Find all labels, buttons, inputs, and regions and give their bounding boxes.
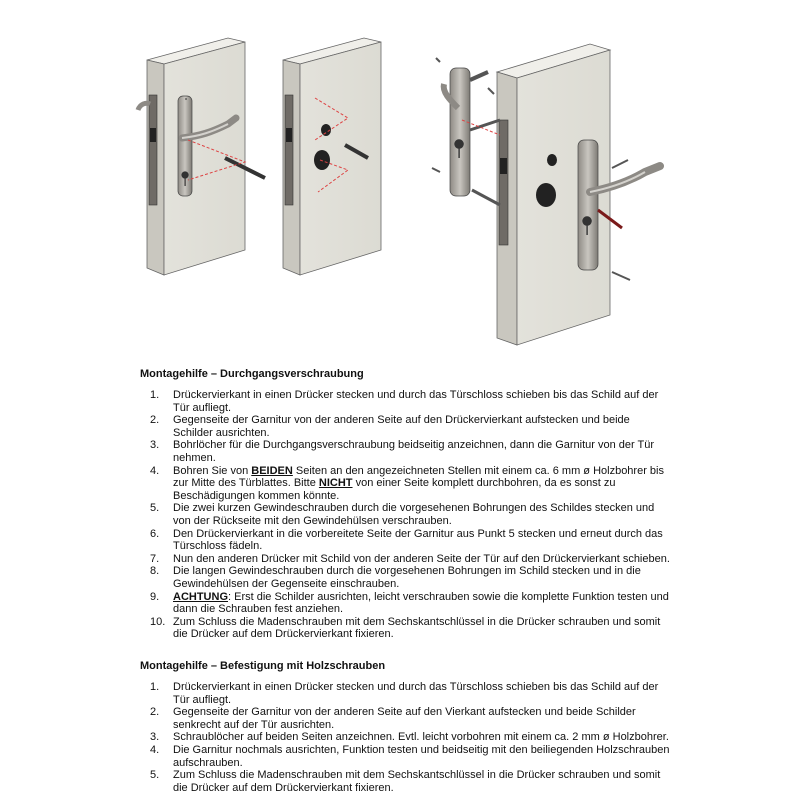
step-number: 1. <box>150 681 160 693</box>
step-number: 6. <box>150 527 160 540</box>
step-text: : Erst die Schilder ausrichten, leicht verschrauben sowie die komplette Funktion testen und dann die Schrauben fest anziehen. <box>173 590 669 616</box>
step-item <box>140 731 670 744</box>
step-text: Bohren Sie von <box>173 464 252 477</box>
step-text: Zum Schluss die Madenschrauben mit dem Sechskantschlüssel in die Drücker schrauben und somit die Drücker auf dem Drückervierkant fixieren. <box>173 615 661 641</box>
instructions-section-wood-screws <box>140 660 670 794</box>
step-text: Die langen Gewindeschrauben durch die vorgesehenen Bohrungen im Schild stecken und in die Gewindehülsen der Gegenseite einschrauben. <box>173 565 641 590</box>
door-panel-2 <box>283 38 381 275</box>
step-item <box>140 553 670 566</box>
step-item <box>140 414 670 439</box>
door-panel-3 <box>432 44 660 345</box>
step-item <box>140 616 670 641</box>
step-item <box>140 502 670 527</box>
step-item <box>140 591 670 616</box>
step-number: 10. <box>150 615 166 628</box>
step-number: 9. <box>150 590 160 603</box>
step-number: 3. <box>150 731 160 744</box>
step-item <box>140 465 670 503</box>
section-title: Montagehilfe – Durchgangsverschraubung <box>140 368 364 380</box>
step-text: Zum Schluss die Madenschrauben mit dem Sechskantschlüssel in die Drücker schrauben und somit die Drücker auf dem Drückervierkant fixieren. <box>173 769 661 794</box>
step-number: 5. <box>150 769 160 782</box>
step-text: Drückervierkant in einen Drücker stecken und durch das Türschloss schieben bis das Schild auf der Tür aufliegt. <box>173 681 659 706</box>
step-number: 1. <box>150 389 160 401</box>
step-item <box>140 681 670 706</box>
step-text: Die zwei kurzen Gewindeschrauben durch die vorgesehenen Bohrungen des Schildes stecken und von der Rückseite mit den Gewindehülsen verschrauben. <box>173 502 655 527</box>
step-text: Gegenseite der Garnitur von der anderen Seite auf den Vierkant aufstecken und beide Schilder senkrecht auf der Tür ausrichten. <box>173 706 636 731</box>
step-number: 3. <box>150 439 160 452</box>
step-text: von einer Seite komplett durchbohren, da es sonst zu Beschädigungen kommen könnte. <box>173 477 616 502</box>
emphasis-text: ACHTUNG <box>173 590 228 603</box>
step-item <box>140 565 670 590</box>
emphasis-text: BEIDEN <box>251 464 293 477</box>
step-item <box>140 439 670 464</box>
step-text: Schraublöcher auf beiden Seiten anzeichnen. Evtl. leicht vorbohren mit einem ca. 2 mm ø Holzbohrer. <box>173 731 669 744</box>
step-number: 8. <box>150 565 160 578</box>
step-number: 2. <box>150 706 160 719</box>
section-title: Montagehilfe – Befestigung mit Holzschrauben <box>140 660 386 672</box>
step-item <box>140 706 670 731</box>
step-text: Gegenseite der Garnitur von der anderen Seite auf den Drückervierkant aufstecken und beide Schilder ausrichten. <box>173 414 630 439</box>
door-panel-1 <box>138 38 265 275</box>
step-text: Bohrlöcher für die Durchgangsverschraubung beidseitig anzeichnen, dann die Garnitur von der Tür nehmen. <box>173 439 655 464</box>
step-item <box>140 528 670 553</box>
emphasis-text: NICHT <box>318 477 353 490</box>
step-text: Den Drückervierkant in die vorbereitete Seite der Garnitur aus Punkt 5 stecken und erneut durch das Türschloss fädeln. <box>173 527 663 553</box>
step-number: 4. <box>150 743 160 756</box>
step-number: 4. <box>150 464 160 477</box>
step-text: Die Garnitur nochmals ausrichten, Funktion testen und beidseitig mit den beiliegenden Holzschrauben aufschrauben. <box>173 743 670 769</box>
step-text: Drückervierkant in einen Drücker stecken und durch das Türschloss schieben bis das Schild auf der Tür aufliegt. <box>173 389 659 414</box>
step-number: 2. <box>150 414 160 427</box>
steps-list <box>140 389 670 641</box>
step-text: Seiten an den angezeichneten Stellen mit einem ca. 6 mm ø Holzbohrer bis zur Mitte des Türblattes. Bitte <box>173 464 664 490</box>
step-number: 5. <box>150 502 160 515</box>
step-item <box>140 769 670 794</box>
steps-list <box>140 681 670 794</box>
step-text: Nun den anderen Drücker mit Schild von der anderen Seite der Tür auf den Drückervierkant schieben. <box>173 552 670 565</box>
instructions-section-through-bolt <box>140 368 670 641</box>
step-item <box>140 744 670 769</box>
step-number: 7. <box>150 552 160 565</box>
assembly-illustration <box>0 0 800 360</box>
step-item <box>140 389 670 414</box>
